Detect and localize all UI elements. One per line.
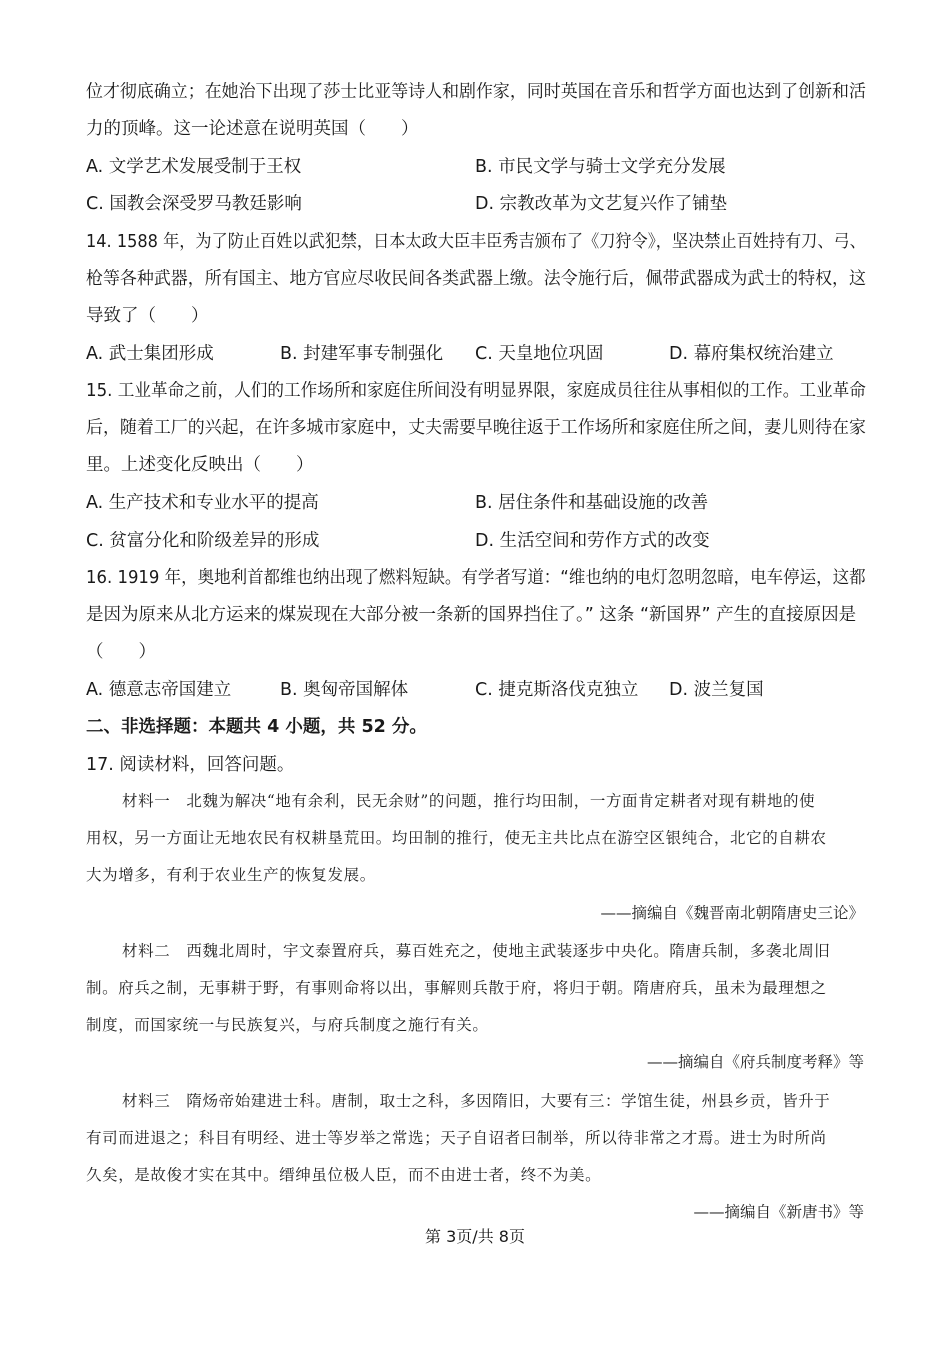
page-number: 第 3页/共 8页 (425, 1227, 525, 1246)
material-3-source: ——摘编自《新唐书》等 (693, 1203, 864, 1221)
q16-option-d[interactable]: D. 波兰复国 (669, 680, 764, 700)
q13-option-c[interactable]: C. 国教会深受罗马教廷影响 (86, 194, 302, 214)
q17-stem: 17. 阅读材料，回答问题。 (86, 755, 295, 775)
q13-option-a[interactable]: A. 文学艺术发展受制于王权 (86, 157, 302, 177)
q16-option-a[interactable]: A. 德意志帝国建立 (86, 680, 232, 700)
q15-stem-line-2: 后，随着工厂的兴起，在许多城市家庭中，丈夫需要早晚往返于工作场所和家庭住所之间，妻儿则待在家 (86, 418, 866, 438)
material-1-line-2: 用权，另一方面让无地农民有权耕垦荒田。均田制的推行，使无主共比点在游空区银纯合，北它的自耕农 (86, 829, 827, 847)
q15-option-b[interactable]: B. 居住条件和基础设施的改善 (475, 493, 709, 513)
q16-option-b[interactable]: B. 奥匈帝国解体 (280, 680, 409, 700)
q14-option-d[interactable]: D. 幕府集权统治建立 (669, 344, 834, 364)
material-1-line-3: 大为增多，有利于农业生产的恢复发展。 (86, 866, 376, 884)
q14-option-c[interactable]: C. 天皇地位巩固 (475, 344, 604, 364)
q15-option-d[interactable]: D. 生活空间和劳作方式的改变 (475, 531, 710, 551)
q15-stem-line-3: 里。上述变化反映出（ ） (86, 455, 314, 475)
q16-stem-line-1: 16. 1919 年，奥地利首都维也纳出现了燃料短缺。有学者写道：“维也纳的电灯忽明忽暗，电车停运，这都 (86, 568, 866, 588)
material-1-line-1: 材料一 北魏为解决“地有余利，民无余财”的问题，推行均田制，一方面肯定耕者对现有耕地的使 (122, 792, 816, 810)
q13-option-b[interactable]: B. 市民文学与骑士文学充分发展 (475, 157, 726, 177)
material-3-line-3: 久矣，是故俊才实在其中。缙绅虽位极人臣，而不由进士者，终不为美。 (86, 1166, 602, 1184)
q13-stem-line-2: 力的顶峰。这一论述意在说明英国（ ） (86, 119, 419, 139)
material-3-line-2: 有司而进退之；科目有明经、进士等岁举之常选；天子自诏者曰制举，所以待非常之才焉。进士为时所尚 (86, 1129, 827, 1147)
q13-option-d[interactable]: D. 宗教改革为文艺复兴作了铺垫 (475, 194, 728, 214)
q14-option-a[interactable]: A. 武士集团形成 (86, 344, 214, 364)
q14-option-b[interactable]: B. 封建军事专制强化 (280, 344, 444, 364)
q16-option-c[interactable]: C. 捷克斯洛伐克独立 (475, 680, 639, 700)
q13-stem-line-1: 位才彻底确立；在她治下出现了莎士比亚等诗人和剧作家，同时英国在音乐和哲学方面也达到了创新和活 (86, 82, 866, 102)
section-2-title: 二、非选择题：本题共 4 小题，共 52 分。 (86, 717, 427, 737)
material-2-line-2: 制。府兵之制，无事耕于野，有事则命将以出，事解则兵散于府，将归于朝。隋唐府兵，虽未为最理想之 (86, 979, 827, 997)
q16-stem-line-2: 是因为原来从北方运来的煤炭现在大部分被一条新的国界挡住了。” 这条 “新国界” 产生的直接原因是 (86, 605, 857, 625)
q14-stem-line-1: 14. 1588 年，为了防止百姓以武犯禁，日本太政大臣丰臣秀吉颁布了《刀狩令》，坚决禁止百姓持有刀、弓、 (86, 232, 866, 252)
material-1-source: ——摘编自《魏晋南北朝隋唐史三论》 (600, 904, 864, 922)
q15-option-a[interactable]: A. 生产技术和专业水平的提高 (86, 493, 319, 513)
q16-stem-line-3: （ ） (86, 642, 156, 662)
material-3-line-1: 材料三 隋炀帝始建进士科。唐制，取士之科，多因隋旧，大要有三：学馆生徒，州县乡贡，皆升于 (122, 1092, 831, 1110)
q15-option-c[interactable]: C. 贫富分化和阶级差异的形成 (86, 531, 320, 551)
material-2-line-3: 制度，而国家统一与民族复兴，与府兵制度之施行有关。 (86, 1016, 489, 1034)
q14-stem-line-2: 枪等各种武器，所有国主、地方官应尽收民间各类武器上缴。法令施行后，佩带武器成为武士的特权，这 (86, 269, 866, 289)
q14-stem-line-3: 导致了（ ） (86, 306, 209, 326)
material-2-line-1: 材料二 西魏北周时，宇文泰置府兵，募百姓充之，使地主武装逐步中央化。隋唐兵制，多袭北周旧 (122, 942, 831, 960)
q15-stem-line-1: 15. 工业革命之前，人们的工作场所和家庭住所间没有明显界限，家庭成员往往从事相似的工作。工业革命 (86, 381, 866, 401)
material-2-source: ——摘编自《府兵制度考释》等 (646, 1053, 864, 1071)
